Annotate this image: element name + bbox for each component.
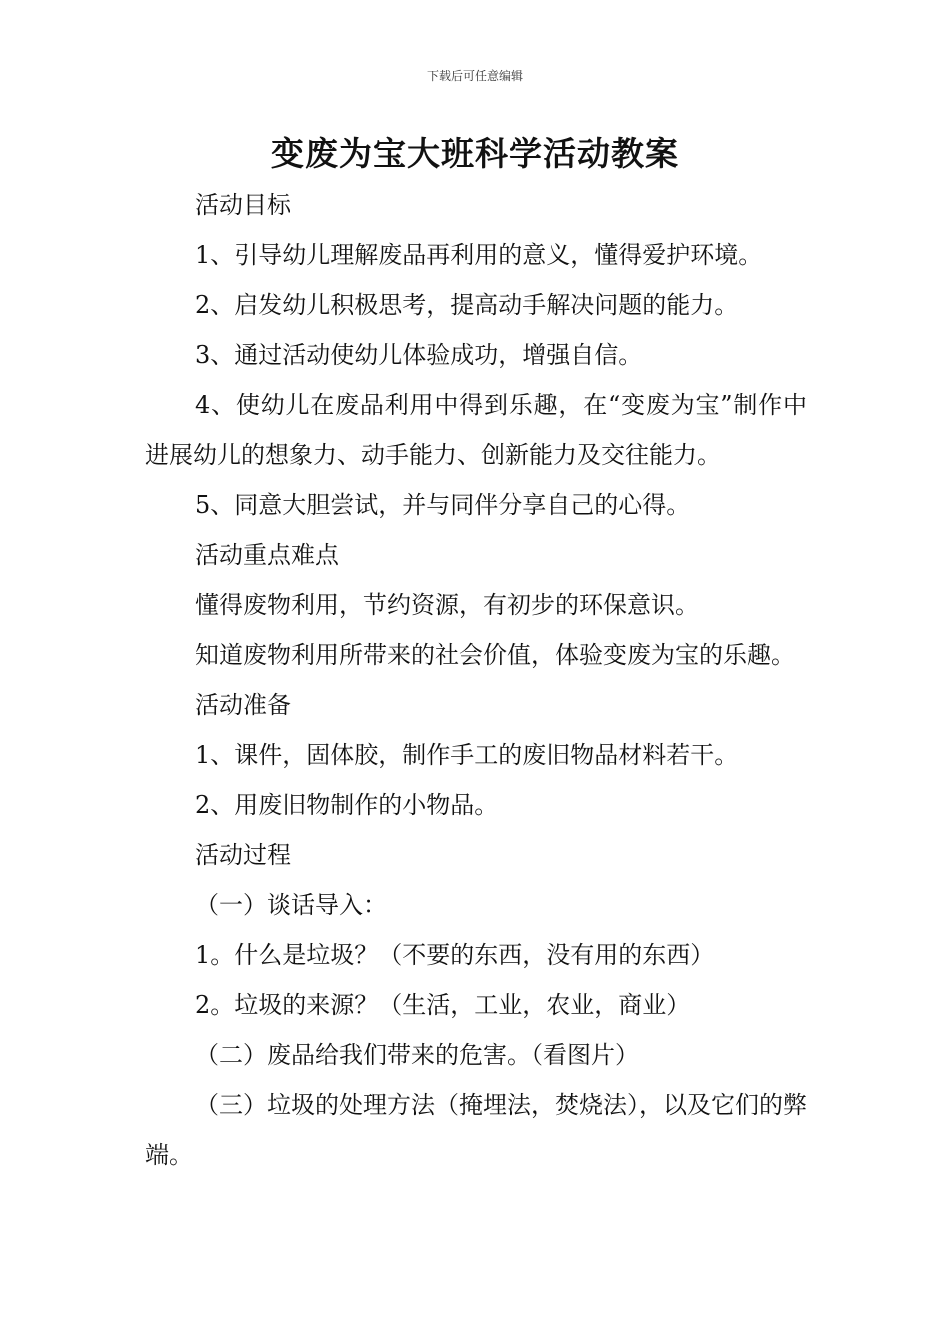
paragraph: 1。什么是垃圾？（不要的东西，没有用的东西）: [195, 941, 715, 969]
document-body: [145, 180, 807, 1180]
paragraph: 懂得废物利用，节约资源，有初步的环保意识。: [195, 591, 699, 619]
paragraph: 1、引导幼儿理解废品再利用的意义，懂得爱护环境。: [195, 241, 763, 269]
header-note: 下载后可任意编辑: [426, 69, 523, 83]
document-title: 变废为宝大班科学活动教案: [271, 134, 679, 173]
section-heading-preparation: 活动准备: [195, 691, 291, 719]
paragraph: 5、同意大胆尝试，并与同伴分享自己的心得。: [195, 491, 691, 519]
section-heading-goals: 活动目标: [195, 191, 291, 219]
paragraph: （二）废品给我们带来的危害。（看图片）: [195, 1041, 639, 1069]
paragraph: （一）谈话导入：: [195, 891, 387, 919]
paragraph: 2、启发幼儿积极思考，提高动手解决问题的能力。: [195, 291, 739, 319]
paragraph: 2、用废旧物制作的小物品。: [195, 791, 499, 819]
paragraph: 知道废物利用所带来的社会价值，体验变废为宝的乐趣。: [195, 641, 795, 669]
paragraph: 3、通过活动使幼儿体验成功，增强自信。: [195, 341, 643, 369]
paragraph: 1、课件，固体胶，制作手工的废旧物品材料若干。: [195, 741, 739, 769]
section-heading-key-points: 活动重点难点: [195, 541, 339, 569]
paragraph: 2。垃圾的来源？（生活，工业，农业，商业）: [195, 991, 691, 1019]
paragraph: 4、使幼儿在废品利用中得到乐趣，在“变废为宝”制作中进展幼儿的想象力、动手能力、创新能力及交往能力。: [145, 391, 807, 469]
paragraph: （三）垃圾的处理方法（掩埋法，焚烧法），以及它们的弊端。: [145, 1091, 807, 1169]
section-heading-process: 活动过程: [195, 841, 291, 869]
